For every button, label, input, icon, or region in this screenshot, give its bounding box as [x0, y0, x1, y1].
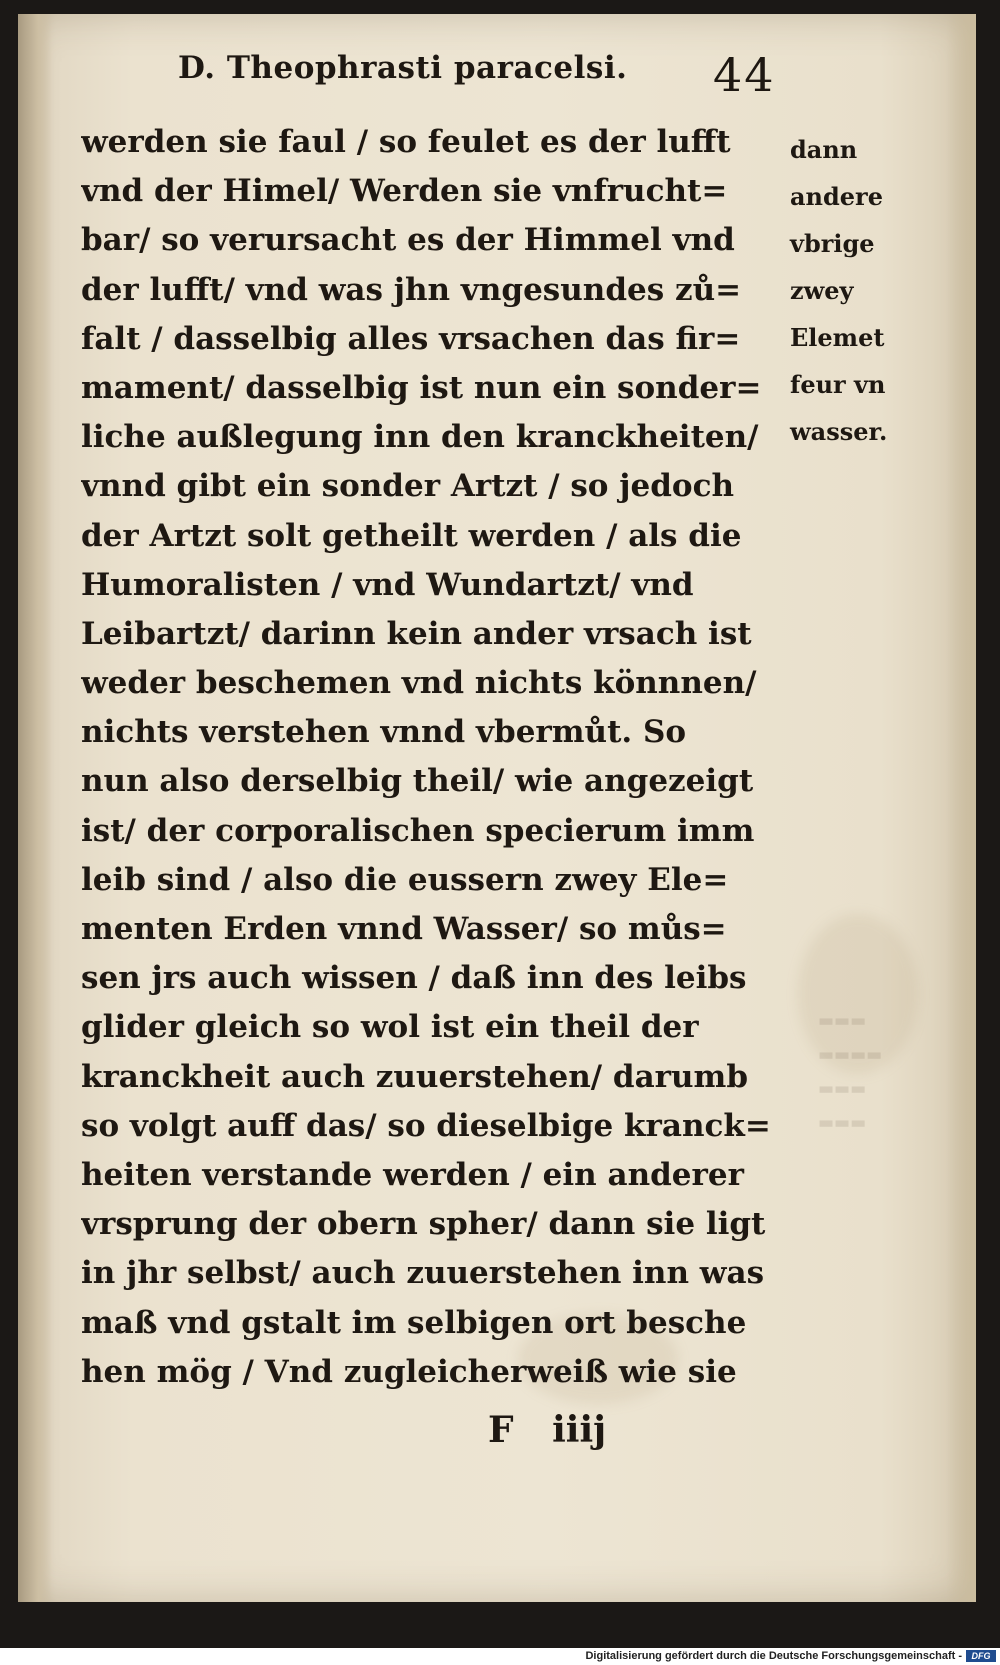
text-line: liche außlegung inn den kranckheiten/ [81, 419, 759, 456]
signature-letter: F [488, 1409, 514, 1451]
text-line: vrsprung der obern spher/ dann sie ligt [81, 1206, 766, 1243]
page-edge-shadow [946, 14, 976, 1602]
text-line: maß vnd gstalt im selbigen ort besche [81, 1304, 747, 1341]
text-line: werden sie faul / so feulet es der lufft [81, 124, 731, 160]
body-text [81, 118, 781, 1397]
text-line: Leibartzt/ darinn kein ander vrsach ist [81, 615, 752, 652]
text-line: ist/ der corporalischen specierum imm [81, 812, 755, 849]
text-line: kranckheit auch zuuerstehen/ darumb [81, 1058, 749, 1095]
text-line: vnnd gibt ein sonder Artzt / so jedoch [81, 468, 734, 505]
text-line: falt / dasselbig alles vrsachen das fir= [81, 320, 741, 357]
text-line: glider gleich so wol ist ein theil der [81, 1009, 699, 1046]
text-line: heiten verstande werden / ein anderer [81, 1156, 744, 1193]
text-line: weder beschemen vnd nichts könnnen/ [81, 665, 757, 702]
book-page [18, 14, 976, 1602]
footer-credit: Digitalisierung gefördert durch die Deutsche Forschungsgemeinschaft - [585, 1650, 962, 1662]
marginal-note-line: vbrige [790, 229, 875, 258]
text-line: Humoralisten / vnd Wundartzt/ vnd [81, 566, 694, 603]
page-number: 44 [713, 48, 776, 102]
running-head: D. Theophrasti paracelsi. [178, 50, 628, 86]
text-line: mament/ dasselbig ist nun ein sonder= [81, 369, 762, 406]
text-line: nichts verstehen vnnd vbermůt. So [81, 714, 687, 751]
page-gutter-shadow [18, 14, 52, 1602]
text-line: bar/ so verursacht es der Himmel vnd [81, 222, 735, 259]
text-line: so volgt auff das/ so dieselbige kranck= [81, 1107, 771, 1144]
show-through-marks: ▬▬▬ ▬▬▬▬ ▬▬▬ ▬▬▬ [818, 1011, 883, 1133]
signature-number: iiij [552, 1409, 607, 1451]
dfg-logo: DFG [966, 1650, 996, 1662]
marginal-note-line: wasser. [790, 417, 888, 446]
marginal-note-line: feur vn [790, 370, 886, 399]
marginal-note-line: zwey [790, 276, 854, 305]
marginal-note-line: andere [790, 182, 883, 211]
text-line: der Artzt solt getheilt werden / als die [81, 517, 742, 554]
text-line: menten Erden vnnd Wasser/ so můs= [81, 911, 727, 947]
text-line: nun also derselbig theil/ wie angezeigt [81, 763, 754, 800]
marginal-note [790, 126, 940, 455]
text-line: hen mög / Vnd zugleicherweiß wie sie [81, 1353, 737, 1390]
signature-mark [488, 1409, 606, 1451]
text-line: sen jrs auch wissen / daß inn des leibs [81, 960, 747, 997]
text-line: vnd der Himel/ Werden sie vnfrucht= [81, 173, 728, 210]
marginal-note-line: dann [790, 135, 858, 164]
text-line: der lufft/ vnd was jhn vngesundes zů= [81, 271, 742, 308]
text-line: in jhr selbst/ auch zuuerstehen inn was [81, 1255, 765, 1292]
marginal-note-line: Elemet [790, 323, 885, 352]
text-line: leib sind / also die eussern zwey Ele= [81, 861, 729, 898]
